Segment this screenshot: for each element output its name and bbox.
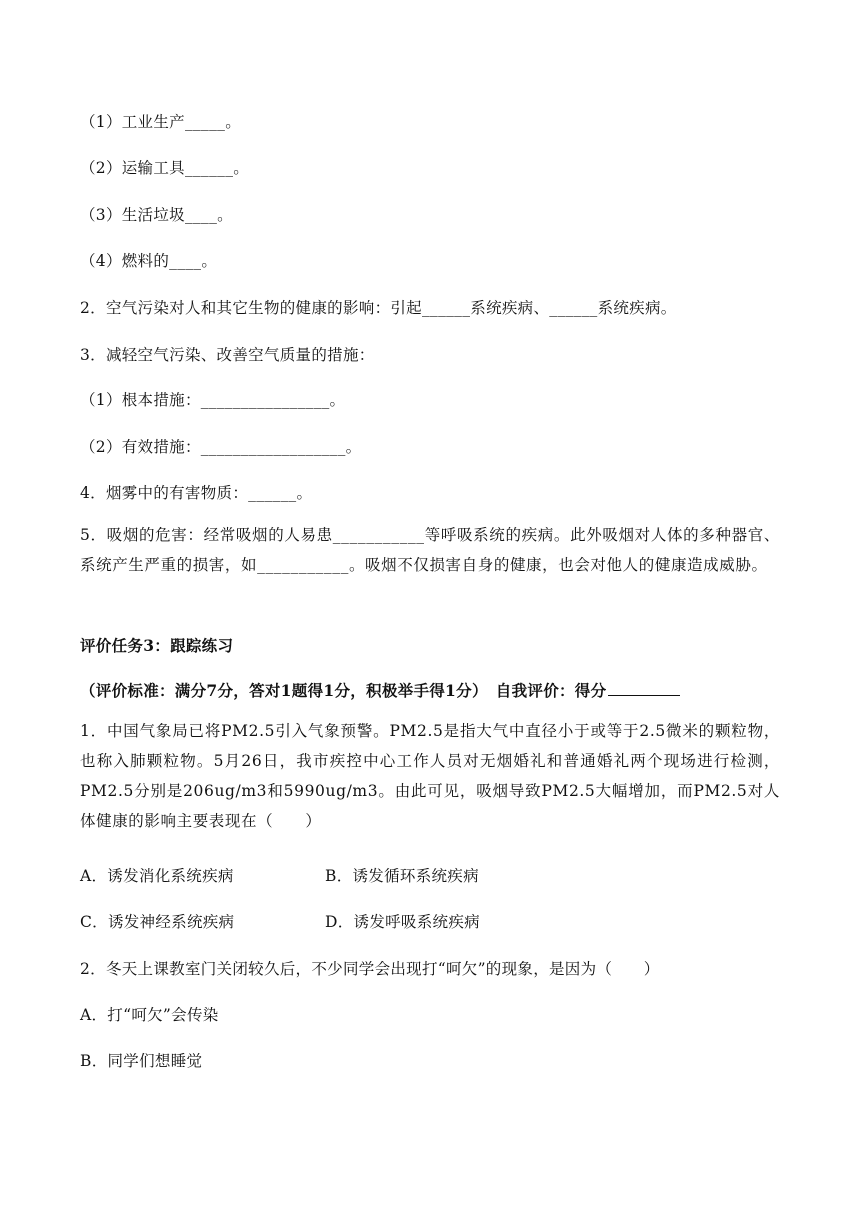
task-3-heading: 评价任务3：跟踪练习 bbox=[80, 636, 234, 655]
source-item-3: （3）生活垃圾____。 bbox=[80, 206, 233, 224]
task-3-criteria-text: （评价标准：满分7分，答对1题得1分，积极举手得1分） 自我评价：得分 bbox=[80, 681, 607, 700]
question-3-item-2: （2）有效措施：__________________。 bbox=[80, 438, 362, 456]
score-blank bbox=[608, 681, 680, 696]
exercise-1-stem: 1．中国气象局已将PM2.5引入气象预警。PM2.5是指大气中直径小于或等于2.5微米的颗粒物，也称入肺颗粒物。5月26日，我市疾控中心工作人员对无烟婚礼和普通婚礼两个现场进行检测，PM2.5分别是206ug/m3和5990ug/m3。由此可见，吸烟导致PM2.5大幅增加，而PM2.5对人体健康的影响主要表现在（ ） bbox=[80, 722, 780, 830]
exercise-1-option-c: C．诱发神经系统疾病 bbox=[80, 913, 235, 931]
question-3-item-1: （1）根本措施：________________。 bbox=[80, 391, 346, 409]
source-item-2: （2）运输工具______。 bbox=[80, 159, 250, 177]
question-2: 2．空气污染对人和其它生物的健康的影响：引起______系统疾病、______系统疾病。 bbox=[80, 299, 677, 317]
task-3-criteria bbox=[80, 679, 680, 701]
exercise-1-option-b: B．诱发循环系统疾病 bbox=[325, 867, 479, 885]
exercise-1-option-d: D．诱发呼吸系统疾病 bbox=[325, 913, 480, 931]
exercise-2-stem: 2．冬天上课教室门关闭较久后，不少同学会出现打“呵欠”的现象，是因为（ ） bbox=[80, 960, 660, 978]
source-item-4: （4）燃料的____。 bbox=[80, 252, 218, 270]
exercise-2-option-a: A．打“呵欠”会传染 bbox=[80, 1006, 219, 1024]
question-3-title: 3．减轻空气污染、改善空气质量的措施： bbox=[80, 346, 375, 364]
exercise-2-option-b: B．同学们想睡觉 bbox=[80, 1052, 203, 1070]
exercise-1-option-a: A．诱发消化系统疾病 bbox=[80, 867, 234, 885]
question-5: 5．吸烟的危害：经常吸烟的人易患___________等呼吸系统的疾病。此外吸烟对人体的多种器官、系统产生严重的损害，如___________。吸烟不仅损害自身的健康，也会对他人的健康造成威胁。 bbox=[80, 526, 780, 574]
question-4: 4．烟雾中的有害物质：______。 bbox=[80, 484, 313, 502]
source-item-1: （1）工业生产_____。 bbox=[80, 113, 242, 131]
